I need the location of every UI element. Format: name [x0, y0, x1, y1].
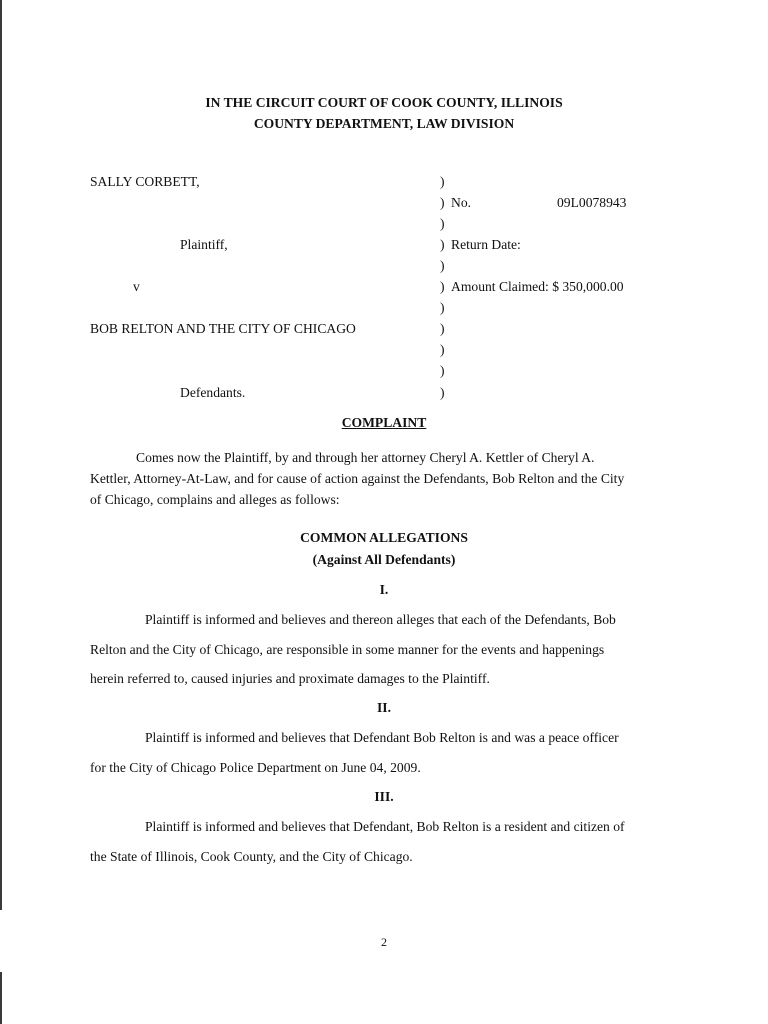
return-date-label: Return Date: — [451, 237, 521, 252]
allegation-line: the State of Illinois, Cook County, and the City of Chicago. — [90, 849, 413, 864]
plaintiff-role: Plaintiff, — [180, 237, 228, 252]
caption-paren: ) — [440, 216, 445, 231]
page-number: 2 — [381, 935, 387, 949]
complaint-title: COMPLAINT — [341, 415, 427, 430]
court-heading-line-1: IN THE CIRCUIT COURT OF COOK COUNTY, ILLINOIS — [205, 95, 563, 110]
case-number-value: 09L0078943 — [557, 195, 627, 210]
defendant-name: BOB RELTON AND THE CITY OF CHICAGO — [90, 321, 356, 336]
court-heading-line-2: COUNTY DEPARTMENT, LAW DIVISION — [253, 116, 515, 131]
intro-line-3: of Chicago, complains and alleges as follows: — [90, 492, 340, 507]
caption-paren: ) — [440, 385, 445, 400]
caption-paren: ) — [440, 237, 445, 252]
section-subtitle: (Against All Defendants) — [312, 552, 456, 567]
caption-paren: ) — [440, 258, 445, 273]
plaintiff-name: SALLY CORBETT, — [90, 174, 200, 189]
caption-paren: ) — [440, 174, 445, 189]
caption-paren: ) — [440, 279, 445, 294]
section-title: COMMON ALLEGATIONS — [300, 530, 468, 545]
caption-paren: ) — [440, 342, 445, 357]
page-edge-bottom — [0, 972, 2, 1024]
page-edge-top — [0, 0, 2, 910]
caption-paren: ) — [440, 363, 445, 378]
intro-line-1: Comes now the Plaintiff, by and through her attorney Cheryl A. Kettler of Cheryl A. — [136, 450, 595, 465]
versus: v — [133, 279, 140, 294]
allegation-line: herein referred to, caused injuries and proximate damages to the Plaintiff. — [90, 671, 490, 686]
allegation-numeral: I. — [379, 582, 389, 597]
allegation-numeral: III. — [374, 789, 394, 804]
amount-claimed: Amount Claimed: $ 350,000.00 — [451, 279, 624, 294]
defendant-role: Defendants. — [180, 385, 246, 400]
allegation-line: Relton and the City of Chicago, are responsible in some manner for the events and happenings — [90, 642, 605, 657]
allegation-numeral: II. — [377, 700, 391, 715]
intro-line-2: Kettler, Attorney-At-Law, and for cause of action against the Defendants, Bob Relton and the City — [90, 471, 625, 486]
caption-paren: ) — [440, 321, 445, 336]
caption-paren: ) — [440, 300, 445, 315]
allegation-line: Plaintiff is informed and believes that Defendant, Bob Relton is a resident and citizen of — [145, 819, 625, 834]
caption-paren: ) — [440, 195, 445, 210]
allegation-line: Plaintiff is informed and believes and thereon alleges that each of the Defendants, Bob — [145, 612, 616, 627]
allegation-line: for the City of Chicago Police Department on June 04, 2009. — [90, 760, 421, 775]
case-number-label: No. — [451, 195, 472, 210]
allegation-line: Plaintiff is informed and believes that Defendant Bob Relton is and was a peace officer — [145, 730, 619, 745]
